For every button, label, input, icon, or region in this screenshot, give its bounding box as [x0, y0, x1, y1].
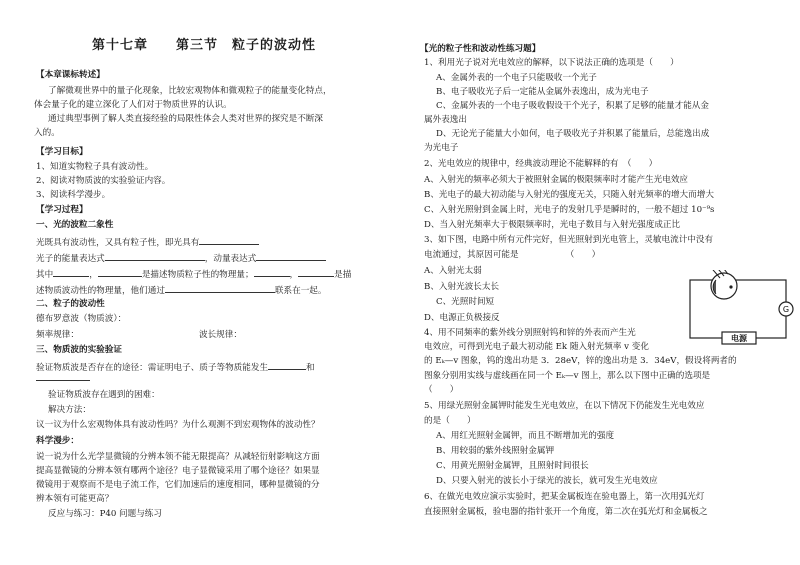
- text-run: 光子的能量表达式: [36, 254, 105, 264]
- section-title: 三、物质波的实验验证: [36, 345, 122, 355]
- photocell-icon: [711, 273, 737, 299]
- text-run: 其中: [36, 270, 54, 280]
- section-text: [36, 268, 351, 281]
- option: D、电源正负极接反: [424, 313, 500, 323]
- science-walk-text: 说一说为什么光学显微镜的分辨本领不能无限提高？从减轻衍射影响这方面: [36, 452, 320, 462]
- text-run: 和: [306, 363, 315, 373]
- objectives-text: 了解微观世界中的量子化现象，比较宏观物体和微观粒子的能量变化特点，: [48, 86, 332, 96]
- text-run: 联系在一起。: [274, 286, 327, 296]
- question-3: 3、如下图，电路中所有元件完好，但光照射到光电管上，灵敏电流计中没有: [424, 235, 714, 245]
- fill-blank[interactable]: [53, 268, 89, 277]
- objectives-text: 体会量子化的建立深化了人们对于物质世界的认识。: [34, 100, 232, 110]
- section-text: [36, 252, 326, 265]
- option: A、用红光照射金属钾，而且不断增加光的强度: [436, 431, 615, 441]
- science-walk-text: 提高显微镜的分辨本领有哪两个途径？电子显微镜采用了哪个途径？如果显: [36, 466, 320, 476]
- text-run: 频率规律：: [36, 330, 79, 340]
- science-walk-text: 微镜用于观察而不是电子流工作，它们加速后的速度相同，哪种显微镜的分: [36, 480, 320, 490]
- exercise-reference: 反应与练习：P40 问题与练习: [48, 509, 162, 519]
- exercise-header: 【光的粒子性和波动性练习题】: [420, 44, 541, 54]
- option: B、电子吸收光子后一定能从金属外表逸出，成为光电子: [436, 87, 649, 97]
- fill-blank[interactable]: [165, 284, 275, 293]
- section-text: [36, 236, 259, 249]
- option: 属外表逸出: [424, 115, 467, 125]
- question-4: 的 Eₖ—v 图象，钨的逸出功是 3．28eV，锌的逸出功是 3．34eV，假设将两者的: [424, 356, 737, 366]
- objectives-header: 【本章课标转述】: [36, 70, 105, 80]
- photocell-circuit-diagram: [686, 270, 798, 350]
- text-run: 述物质波动性的物理量，他们通过: [36, 286, 165, 296]
- fill-blank[interactable]: [298, 268, 334, 277]
- question-6: 直接照射金属板，验电器的指针张开一个角度，第二次在弧光灯和金属板之: [424, 507, 708, 517]
- option: A、入射光太弱: [424, 266, 482, 276]
- option: B、用较弱的紫外线照射金属钾: [436, 446, 555, 456]
- process-header: 【学习过程】: [36, 205, 88, 215]
- section-title: 二、粒子的波动性: [36, 299, 105, 309]
- goals-header: 【学习目标】: [36, 147, 88, 157]
- option: 为光电子: [424, 143, 459, 153]
- science-walk-header: 科学漫步：: [36, 436, 79, 446]
- fill-blank[interactable]: [36, 372, 90, 381]
- question-5: 5、用绿光照射金属钾时能发生光电效应，在以下情况下仍能发生光电效应: [424, 401, 705, 411]
- question-4: （ ）: [424, 385, 459, 395]
- option: B、光电子的最大初动能与入射光的强度无关，只随入射光频率的增大而增大: [424, 190, 714, 200]
- power-supply-label: 电源: [731, 333, 747, 343]
- section-text: [36, 330, 242, 341]
- text-run: 是描述物质粒子性的物理量；: [141, 270, 254, 280]
- option: D、无论光子能量大小如何，电子吸收光子并积累了能量后，总能逸出成: [436, 129, 710, 139]
- fill-blank[interactable]: [199, 236, 259, 245]
- text-run: 是描: [334, 270, 352, 280]
- science-walk-text: 辨本领有可能更高？: [36, 494, 114, 504]
- text-run: ，动量表达式: [204, 254, 257, 264]
- section-text: 验证物质波存在遇到的困难：: [48, 390, 160, 400]
- section-text: [36, 284, 327, 297]
- objectives-text: 通过典型事例了解人类直接经验的局限性体会人类对世界的探究是不断深: [48, 114, 324, 124]
- section-text: 德布罗意波（物质波）：: [36, 314, 127, 324]
- question-1: 1、利用光子说对光电效应的解释，以下说法正确的选项是（ ）: [424, 58, 679, 68]
- option: B、入射光波长太长: [424, 282, 500, 292]
- question-2: 2、光电效应的规律中，经典波动理论不能解释的有 （ ）: [424, 159, 658, 169]
- galvanometer-icon: [779, 302, 793, 316]
- goal-item: 2、阅读对物质波的实验验证内容。: [36, 176, 171, 186]
- goal-item: 3、阅读科学漫步。: [36, 190, 111, 200]
- option: C、金属外表的一个电子吸收假设干个光子，积累了足够的能量才能从金: [436, 101, 709, 111]
- circuit-wire: [690, 280, 786, 338]
- text-run: 波长规律：: [198, 330, 242, 340]
- question-4: 电效应，可得到光电子最大初动能 Ek 随入射光频率 v 变化: [424, 342, 649, 352]
- fill-blank[interactable]: [256, 252, 326, 261]
- option: C、用黄光照射金属钾，且照射时间很长: [436, 461, 589, 471]
- question-4: 图象分别用实线与虚线画在同一个 Eₖ—v 图上，那么以下图中正确的选项是: [424, 371, 711, 381]
- option: A、入射光的频率必须大于被照射金属的极限频率时才能产生光电效应: [424, 175, 689, 185]
- power-supply: [722, 332, 756, 344]
- option: C、入射光照射到金属上时，光电子的发射几乎是瞬时的，一般不超过 10⁻⁹s: [424, 205, 715, 215]
- text-run: ，: [289, 270, 299, 280]
- question-3: 电流通过，其原因可能是 （ ）: [424, 250, 601, 260]
- goal-item: 1、知道实物粒子具有波动性。: [36, 162, 154, 172]
- chapter-title: 第十七章 第三节 粒子的波动性: [92, 38, 317, 53]
- option: D、只要入射光的波长小于绿光的波长，就可发生光电效应: [436, 476, 658, 486]
- section-text: 议一议为什么宏观物体具有波动性吗？为什么观测不到宏观物体的波动性？: [36, 420, 320, 430]
- text-run: 验证物质波是否存在的途径：需证明电子、质子等物质能发生: [36, 363, 269, 373]
- fill-blank[interactable]: [105, 252, 205, 261]
- text-run: ，: [89, 270, 98, 280]
- objectives-text: 入的。: [34, 128, 60, 138]
- option: A、金属外表的一个电子只能吸收一个光子: [436, 73, 597, 83]
- section-title: 一、光的波粒二象性: [36, 220, 114, 230]
- fill-blank[interactable]: [268, 361, 306, 370]
- text-run: 光既具有波动性，又具有粒子性，即光具有: [36, 238, 200, 248]
- fill-blank[interactable]: [98, 268, 142, 277]
- question-4: 4、用不同频率的紫外线分别照射钨和锌的外表而产生光: [424, 328, 636, 338]
- option: D、当入射光频率大于极限频率时，光电子数目与入射光强度成正比: [424, 220, 681, 230]
- galvanometer-label: G: [782, 305, 790, 314]
- question-5: 的是（ ）: [424, 416, 476, 426]
- section-text: [36, 372, 90, 385]
- fill-blank[interactable]: [254, 268, 290, 277]
- option: C、光照时间短: [436, 297, 495, 307]
- section-text: 解决方法：: [48, 405, 91, 415]
- question-6: 6、在做光电效应演示实验时，把某金属板连在验电器上，第一次用弧光灯: [424, 492, 705, 502]
